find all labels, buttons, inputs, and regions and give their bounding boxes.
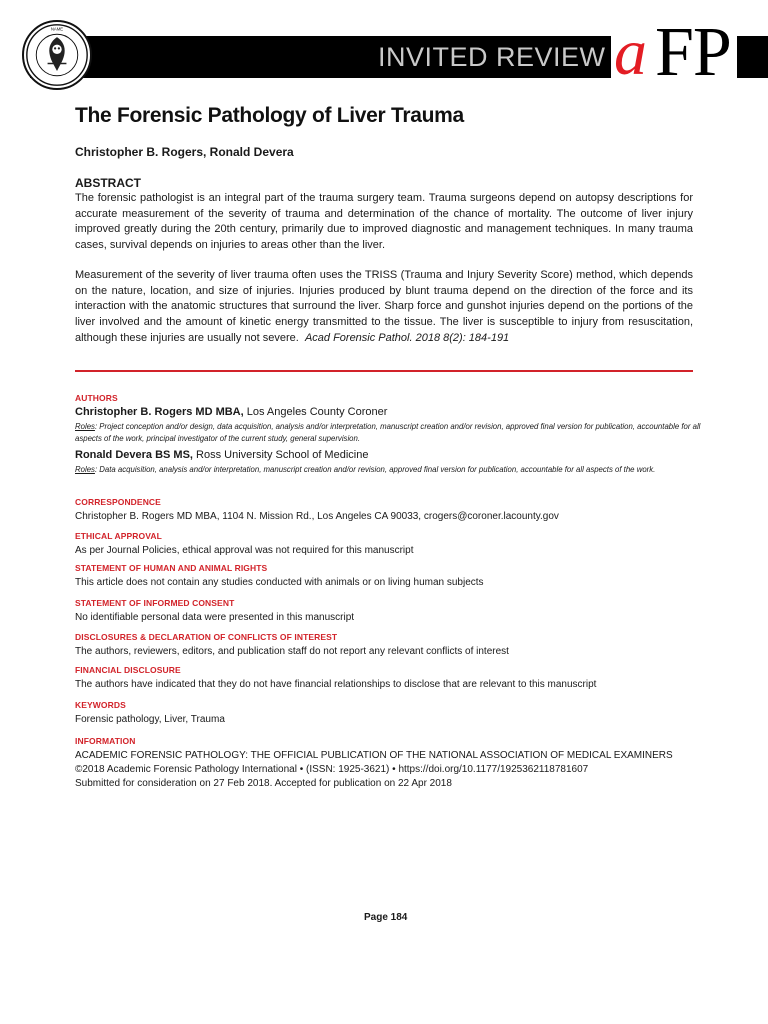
keywords-label: KEYWORDS <box>75 700 126 710</box>
author-1-name: Christopher B. Rogers MD MBA, <box>75 406 244 418</box>
author-1-roles-text: : Project conception and/or design, data acquisition, analysis and/or interpretation, manuscript creation and/or revision, approved final version for publication, accountable for all aspects of the work, principal investigator of the current study, general supervision. <box>75 422 701 443</box>
author-2-name: Ronald Devera BS MS, <box>75 449 193 461</box>
journal-logo-fp: FP <box>651 24 737 84</box>
svg-text:NAME: NAME <box>50 26 64 32</box>
author-2-affiliation: Ross University School of Medicine <box>196 449 369 461</box>
author-1-roles-label: Roles <box>75 422 95 431</box>
disclosures-label: DISCLOSURES & DECLARATION OF CONFLICTS OF INTEREST <box>75 632 338 642</box>
article-authors: Christopher B. Rogers, Ronald Devera <box>75 145 294 159</box>
author-2-roles-text: : Data acquisition, analysis and/or interpretation, manuscript creation and/or revision, approved final version for publication, accountable for all aspects of the work. <box>94 465 656 474</box>
information-label: INFORMATION <box>75 736 136 746</box>
name-seal-logo <box>22 20 92 90</box>
information-line-1: ACADEMIC FORENSIC PATHOLOGY: THE OFFICIAL PUBLICATION OF THE NATIONAL ASSOCIATION OF MEDICAL EXAMINERS <box>75 750 673 761</box>
financial-disclosure-text: The authors have indicated that they do not have financial relationships to disclose that are relevant to this manuscript <box>75 679 597 690</box>
informed-consent-text: No identifiable personal data were presented in this manuscript <box>75 612 355 623</box>
abstract-paragraph-1: The forensic pathologist is an integral part of the trauma surgery team. Trauma surgeons depend on autopsy descriptions for accurate measurement of the severity of trauma and determination of the chance of mortality. The outcome of liver injury improved greatly during the 20th century, primarily due to improved diagnostic and management techniques. In many trauma cases, survival depends on injuries to areas other than the liver. <box>75 192 693 252</box>
author-1-affiliation: Los Angeles County Coroner <box>246 406 388 418</box>
author-2-roles <box>75 464 705 476</box>
author-1-roles <box>75 421 705 444</box>
informed-consent-label: STATEMENT OF INFORMED CONSENT <box>75 598 235 608</box>
information-line-3: Submitted for consideration on 27 Feb 2018. Accepted for publication on 22 Apr 2018 <box>75 778 452 789</box>
information-line-2: ©2018 Academic Forensic Pathology International • (ISSN: 1925-3621) • https://doi.org/10.1177/1925362118781607 <box>75 764 589 775</box>
section-divider <box>75 370 693 372</box>
author-2-roles-label: Roles <box>75 465 95 474</box>
human-animal-rights-label: STATEMENT OF HUMAN AND ANIMAL RIGHTS <box>75 563 268 573</box>
correspondence-text: Christopher B. Rogers MD MBA, 1104 N. Mission Rd., Los Angeles CA 90033, crogers@coroner.lacounty.gov <box>75 511 559 522</box>
abstract-paragraph-2-text: Measurement of the severity of liver trauma often uses the TRISS (Trauma and Injury Severity Score) method, which depends on the nature, location, and size of injuries. Injuries produced by blunt trauma depend on the direction of the force and its interaction with the anatomic structures that surround the liver. Sharp force and gunshot injuries depend on the portions of the liver involved and the amount of kinetic energy transmitted to the tissue. The liver is susceptible to injury from resuscitation, although these injuries are usually not severe. <box>75 269 693 344</box>
section-label-invited-review: INVITED REVIEW <box>378 42 606 72</box>
citation: Acad Forensic Pathol. 2018 8(2): 184-191 <box>304 331 510 344</box>
author-1 <box>75 406 387 418</box>
author-2 <box>75 449 368 461</box>
keywords-text: Forensic pathology, Liver, Trauma <box>75 714 225 725</box>
authors-label: AUTHORS <box>75 393 118 403</box>
correspondence-label: CORRESPONDENCE <box>75 497 161 507</box>
human-animal-rights-text: This article does not contain any studies conducted with animals or on living human subjects <box>75 577 484 588</box>
ethical-approval-text: As per Journal Policies, ethical approval was not required for this manuscript <box>75 545 414 556</box>
page-number: Page 184 <box>364 912 408 923</box>
abstract-paragraph-2 <box>75 268 693 347</box>
ethical-approval-label: ETHICAL APPROVAL <box>75 531 162 541</box>
financial-disclosure-label: FINANCIAL DISCLOSURE <box>75 665 181 675</box>
abstract-heading: ABSTRACT <box>75 176 141 190</box>
seal-icon <box>24 22 90 88</box>
article-title: The Forensic Pathology of Liver Trauma <box>75 104 464 127</box>
journal-logo-a: a <box>614 16 647 89</box>
disclosures-text: The authors, reviewers, editors, and publication staff do not report any relevant conflicts of interest <box>75 646 509 657</box>
